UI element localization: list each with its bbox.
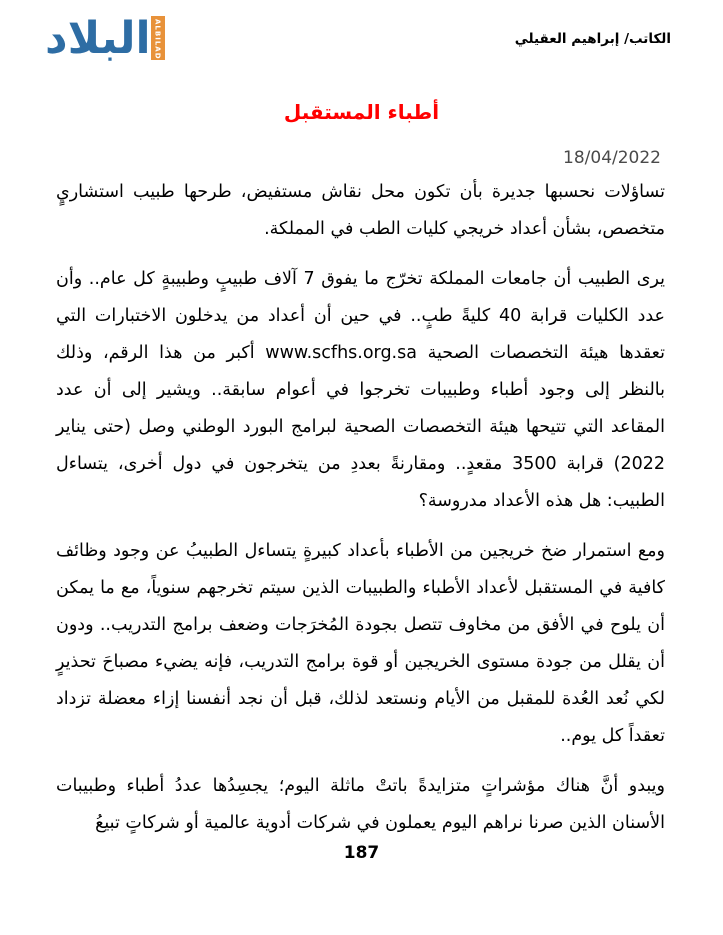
article-paragraph-4: ويبدو أنَّ هناك مؤشراتٍ متزايدةً باتتْ ماثلة اليوم؛ يجسِدُها عددُ أطباء وطبيبات الأسنان الذين صرنا نراهم اليوم يعملون في شركات أدوية عالمية أو شركاتٍ تبيعُ [56,776,665,833]
article-paragraph-3: ومع استمرار ضخ خريجين من الأطباء بأعداد كبيرةٍ يتساءل الطبيبُ عن وجود وظائف كافية في المستقبل لأعداد الأطباء والطبيبات الذين سيتم تخرجهم سنوياً، مع ما يمكن أن يلوح في الأفق من مخاوف تتصل بجودة المُخرَجات وضعف برامج التدريب.. ودون أن يقلل من جودة مستوى الخريجين أو قوة برامج التدريب، فإنه يضيء مصباحَ تحذيرٍ لكي نُعد العُدة للمقبل من الأيام ونستعد لذلك، قبل أن نجد أنفسنا إزاء معضلة تزداد تعقداً كل يوم.. [56,541,665,746]
albilad-newspaper-logo [45,14,165,68]
writer-byline: الكاتب/ إبراهيم العقيلي [514,31,671,47]
page-header [0,0,723,68]
article-title: أطباء المستقبل [283,100,440,124]
article-body [0,174,723,842]
logo-latin-badge: ALBILAD [151,16,165,60]
article-paragraph-1: تساؤلات نحسبها جديرة بأن تكون محل نقاش مستفيض، طرحها طبيب استشاريٍ متخصص، بشأن أعداد خريجي كليات الطب في المملكة. [56,182,665,239]
article-date: 18/04/2022 [563,148,661,168]
page-number: 187 [343,843,380,863]
article-paragraph-2: يرى الطبيب أن جامعات المملكة تخرّج ما يفوق 7 آلاف طبيبٍ وطبيبةٍ كل عام.. وأن عدد الكليات قرابة 40 كليةً طبٍ.. في حين أن أعداد من يدخلون الاختبارات التي تعقدها هيئة التخصصات الصحية www.scfhs.org.sa أكبر من هذا الرقم، وذلك بالنظر إلى وجود أطباء وطبيبات تخرجوا في أعوام سابقة.. ويشير إلى أن عدد المقاعد التي تتيحها هيئة التخصصات الصحية لبرامج البورد الوطني وصل (حتى يناير 2022) قرابة 3500 مقعدٍ.. ومقارنةً بعددِ من يتخرجون في دول أخرى، يتساءل الطبيب: هل هذه الأعداد مدروسة؟ [56,269,666,511]
logo-arabic-wordmark: البلاد [45,13,151,64]
